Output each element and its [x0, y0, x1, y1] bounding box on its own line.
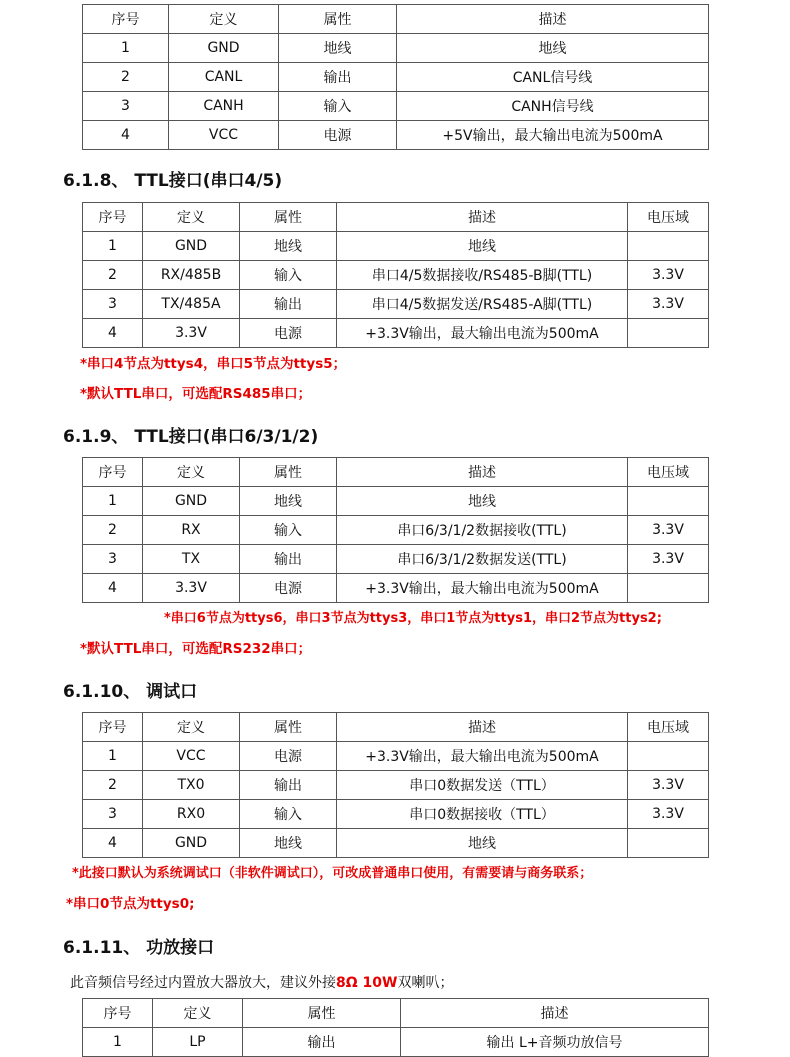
table-cell: 3.3V	[628, 290, 709, 319]
table-cell: 2	[83, 63, 169, 92]
table-cell: 输入	[240, 516, 337, 545]
table-cell	[628, 742, 709, 771]
table-row	[83, 34, 709, 63]
table-cell: 串口4/5数据发送/RS485-A脚(TTL)	[337, 290, 628, 319]
table-cell: 电源	[240, 574, 337, 603]
header-cell: 属性	[243, 999, 401, 1028]
table-row	[83, 319, 709, 348]
table-cell: 地线	[240, 232, 337, 261]
table-cell: 4	[83, 829, 143, 858]
table-cell: CANL	[169, 63, 279, 92]
table-row	[83, 290, 709, 319]
table-cell	[628, 232, 709, 261]
table-cell: GND	[143, 487, 240, 516]
header-cell: 定义	[153, 999, 243, 1028]
table-cell: 3.3V	[143, 574, 240, 603]
table-cell: 3.3V	[628, 545, 709, 574]
table-cell: 3.3V	[628, 516, 709, 545]
table-cell: 串口0数据接收（TTL）	[337, 800, 628, 829]
intro-text: 此音频信号经过内置放大器放大，建议外接	[70, 975, 336, 991]
header-cell: 属性	[240, 203, 337, 232]
table-row	[83, 63, 709, 92]
table-cell: 电源	[279, 121, 397, 150]
table-header-row	[83, 713, 709, 742]
table-cell: 串口0数据发送（TTL）	[337, 771, 628, 800]
amp-intro-paragraph	[70, 972, 453, 992]
table-row	[83, 829, 709, 858]
header-cell: 属性	[279, 5, 397, 34]
header-cell: 定义	[169, 5, 279, 34]
table-cell: 3.3V	[628, 771, 709, 800]
table-cell: 3	[83, 92, 169, 121]
table-cell: 串口4/5数据接收/RS485-B脚(TTL)	[337, 261, 628, 290]
table-row	[83, 232, 709, 261]
table-cell: 地线	[240, 487, 337, 516]
amp-interface-table	[82, 998, 709, 1057]
table-cell: 3	[83, 290, 143, 319]
header-cell: 描述	[337, 203, 628, 232]
table-cell	[628, 829, 709, 858]
table-header-row	[83, 999, 709, 1028]
note-text: *默认TTL串口，可选配RS232串口；	[80, 641, 312, 657]
section-title-6-1-10: 6.1.10、 调试口	[63, 682, 198, 702]
speaker-spec-highlight: 8Ω 10W	[336, 975, 398, 991]
table-cell: 1	[83, 487, 143, 516]
header-cell: 电压域	[628, 713, 709, 742]
table-cell: 1	[83, 742, 143, 771]
table-header-row	[83, 5, 709, 34]
table-row	[83, 487, 709, 516]
table-cell	[628, 574, 709, 603]
table-cell: CANH	[169, 92, 279, 121]
table-cell	[628, 319, 709, 348]
table-row	[83, 742, 709, 771]
note-text: *默认TTL串口，可选配RS485串口；	[80, 386, 312, 402]
table-cell: TX0	[143, 771, 240, 800]
header-cell: 电压域	[628, 203, 709, 232]
table-row	[83, 261, 709, 290]
table-cell: TX	[143, 545, 240, 574]
table-cell: 1	[83, 232, 143, 261]
table-cell: 地线	[240, 829, 337, 858]
table-cell: TX/485A	[143, 290, 240, 319]
header-cell: 定义	[143, 713, 240, 742]
table-cell: GND	[169, 34, 279, 63]
table-cell: 3.3V	[143, 319, 240, 348]
table-cell: 1	[83, 34, 169, 63]
header-cell: 序号	[83, 999, 153, 1028]
table-cell: 输入	[240, 800, 337, 829]
note-text: *串口0节点为ttys0;	[66, 896, 195, 912]
table-cell: 输入	[279, 92, 397, 121]
table-cell: CANL信号线	[397, 63, 709, 92]
table-cell: 4	[83, 121, 169, 150]
table-cell: +3.3V输出，最大输出电流为500mA	[337, 319, 628, 348]
table-cell: +3.3V输出，最大输出电流为500mA	[337, 742, 628, 771]
table-cell: 地线	[337, 829, 628, 858]
header-cell: 序号	[83, 203, 143, 232]
table-cell: 输出	[240, 771, 337, 800]
table-row	[83, 771, 709, 800]
table-cell: 1	[83, 1028, 153, 1057]
header-cell: 定义	[143, 458, 240, 487]
table-cell: 4	[83, 319, 143, 348]
ttl-6312-table	[82, 457, 709, 603]
table-row	[83, 545, 709, 574]
header-cell: 描述	[401, 999, 709, 1028]
table-cell: 2	[83, 771, 143, 800]
table-cell: 串口6/3/1/2数据发送(TTL)	[337, 545, 628, 574]
header-cell: 序号	[83, 5, 169, 34]
table-cell: 3	[83, 545, 143, 574]
table-cell: VCC	[143, 742, 240, 771]
table-cell: 3.3V	[628, 800, 709, 829]
section-title-6-1-8: 6.1.8、 TTL接口(串口4/5)	[63, 171, 283, 191]
header-cell: 属性	[240, 458, 337, 487]
table-cell	[628, 487, 709, 516]
table-cell: GND	[143, 829, 240, 858]
table-row	[83, 92, 709, 121]
table-cell: 地线	[397, 34, 709, 63]
table-cell: LP	[153, 1028, 243, 1057]
note-text: *串口6节点为ttys6，串口3节点为ttys3，串口1节点为ttys1，串口2节点为ttys2;	[164, 611, 662, 626]
table-header-row	[83, 203, 709, 232]
table-cell: 输出 L+音频功放信号	[401, 1028, 709, 1057]
table-row	[83, 574, 709, 603]
debug-port-table	[82, 712, 709, 858]
header-cell: 序号	[83, 458, 143, 487]
table-cell: RX/485B	[143, 261, 240, 290]
table-cell: 3	[83, 800, 143, 829]
header-cell: 属性	[240, 713, 337, 742]
section-title-6-1-9: 6.1.9、 TTL接口(串口6/3/1/2)	[63, 427, 319, 447]
table-cell: 地线	[337, 232, 628, 261]
table-cell: 3.3V	[628, 261, 709, 290]
note-text: *此接口默认为系统调试口（非软件调试口），可改成普通串口使用，有需要请与商务联系；	[72, 866, 593, 881]
table-cell: +3.3V输出，最大输出电流为500mA	[337, 574, 628, 603]
table-cell: 2	[83, 516, 143, 545]
table-cell: 地线	[279, 34, 397, 63]
table-cell: 输出	[279, 63, 397, 92]
header-cell: 电压域	[628, 458, 709, 487]
header-cell: 序号	[83, 713, 143, 742]
table-cell: 输出	[240, 290, 337, 319]
table-cell: 输出	[243, 1028, 401, 1057]
table-cell: GND	[143, 232, 240, 261]
intro-text: 双喇叭；	[397, 975, 454, 991]
table-cell: VCC	[169, 121, 279, 150]
table-cell: 输入	[240, 261, 337, 290]
header-cell: 描述	[337, 458, 628, 487]
table-row	[83, 121, 709, 150]
table-row	[83, 1028, 709, 1057]
table-cell: CANH信号线	[397, 92, 709, 121]
table-cell: 2	[83, 261, 143, 290]
table-row	[83, 800, 709, 829]
table-cell: 串口6/3/1/2数据接收(TTL)	[337, 516, 628, 545]
header-cell: 描述	[397, 5, 709, 34]
ttl-45-table	[82, 202, 709, 348]
table-cell: 输出	[240, 545, 337, 574]
table-cell: 电源	[240, 742, 337, 771]
table-cell: RX0	[143, 800, 240, 829]
header-cell: 描述	[337, 713, 628, 742]
header-cell: 定义	[143, 203, 240, 232]
table-cell: 4	[83, 574, 143, 603]
table-cell: RX	[143, 516, 240, 545]
table-cell: +5V输出，最大输出电流为500mA	[397, 121, 709, 150]
table-cell: 地线	[337, 487, 628, 516]
can-interface-table	[82, 4, 709, 150]
table-header-row	[83, 458, 709, 487]
table-row	[83, 516, 709, 545]
section-title-6-1-11: 6.1.11、 功放接口	[63, 938, 215, 958]
note-text: *串口4节点为ttys4，串口5节点为ttys5；	[80, 356, 347, 372]
table-cell: 电源	[240, 319, 337, 348]
